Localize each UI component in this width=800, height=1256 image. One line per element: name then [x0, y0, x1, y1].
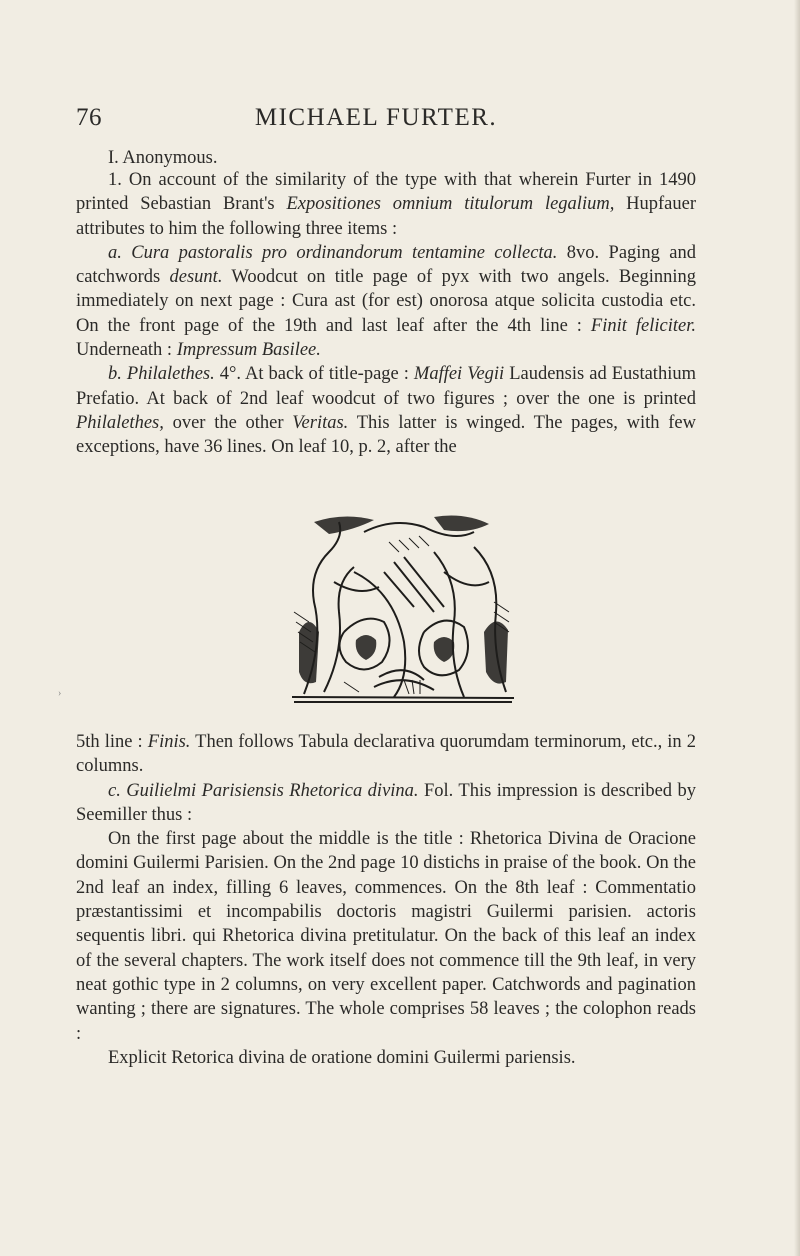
paragraph-colophon: Explicit Retorica divina de oratione domini Guilermi pariensis.: [108, 1047, 576, 1068]
paragraph-c: [76, 779, 696, 828]
para-b-text-4: This latter is winged. The pages, with few exceptions, have 36 lines. On leaf 10, p. 2, after the: [76, 412, 696, 458]
para1-text-a: 1. On account of the similarity of the type with that wherein Furter in 1490 printed Sebastian Brant's: [76, 170, 696, 215]
para-a-label: a.: [108, 242, 132, 263]
para-b-text-2: Laudensis ad Eustathium Prefatio. At back of 2nd leaf woodcut of two figures ; over the one is printed: [76, 364, 696, 409]
para-a-text-1: 8vo. Paging and catchwords: [76, 242, 696, 288]
para1-italic-title: Expositiones omnium titulorum legalium,: [286, 194, 615, 215]
para-a-title: Cura pastoralis pro ordinandorum tentamine collecta.: [131, 242, 558, 263]
para-a-finit: Finit feliciter.: [590, 315, 696, 336]
para-c-text: Fol. This impression is described by Seemiller thus :: [76, 780, 696, 825]
para1-text-b: Hupfauer attributes to him the following three items :: [76, 194, 697, 239]
para-b-maffei: Maffei Vegii: [413, 364, 505, 385]
para-b-philalethes: Philalethes,: [76, 412, 164, 433]
paragraph-seemiller: On the first page about the middle is the title : Rhetorica Divina de Oracione domini Guilermi Parisien. On the 2nd page 10 distichs in praise of the book. On the 2nd leaf an index, filling 6 leaves, commences. On the 8th leaf : Commentatio præstantissimi et incompabilis doctoris magistri Guilermi parisien. actoris sequentis libri. qui Rhetorica divina pretitulatur. On the back of this leaf an index of the several chapters. The work itself does not commence till the 9th leaf, in very neat gothic type in 2 columns, on very excellent paper. Catchwords and pagination wanting ; there are signatures. The whole comprises 58 leaves ; the colophon reads :: [76, 829, 696, 1044]
para-c-title: Guilielmi Parisiensis Rhetorica divina.: [126, 780, 419, 801]
woodcut-two-figures-image: [284, 512, 522, 710]
text-block-lower: [76, 730, 696, 1070]
section-heading: I. Anonymous.: [108, 148, 218, 168]
para-a-desunt: desunt.: [169, 267, 223, 288]
paragraph-a: [76, 241, 696, 362]
para-a-impressum: Impressum Basilee.: [176, 340, 321, 361]
para-c-label: c.: [108, 780, 127, 801]
running-header: [76, 104, 676, 134]
para-a-text-3: Underneath :: [76, 340, 177, 361]
paragraph-continued: [76, 730, 696, 779]
margin-mark: ›: [58, 688, 62, 699]
cont-text-2: Then follows Tabula declarativa quorumdam terminorum, etc., in 2 columns.: [76, 732, 696, 777]
para-b-title: Philalethes.: [126, 364, 215, 385]
para-b-text-1: 4°. At back of title-page :: [214, 364, 414, 385]
paragraph-1: [76, 168, 696, 241]
para-a-text-2: Woodcut on title page of pyx with two angels. Beginning immediately on next page : Cura ast (for est) onorosa atque solicita custodia etc. On the front page of the 19th and last leaf after the 4th line :: [76, 267, 696, 336]
page-number: 76: [76, 104, 102, 131]
page-edge-shadow: [794, 0, 800, 1256]
running-title: MICHAEL FURTER.: [254, 104, 498, 131]
para-b-label: b.: [108, 364, 127, 385]
para-b-veritas: Veritas.: [292, 412, 349, 433]
para-b-text-3: over the other: [163, 412, 293, 433]
cont-text-1: 5th line :: [76, 732, 148, 752]
woodcut-illustration: [284, 512, 522, 710]
paragraph-b: [76, 362, 696, 459]
cont-finis: Finis.: [147, 732, 191, 752]
text-block-upper: [76, 168, 696, 460]
